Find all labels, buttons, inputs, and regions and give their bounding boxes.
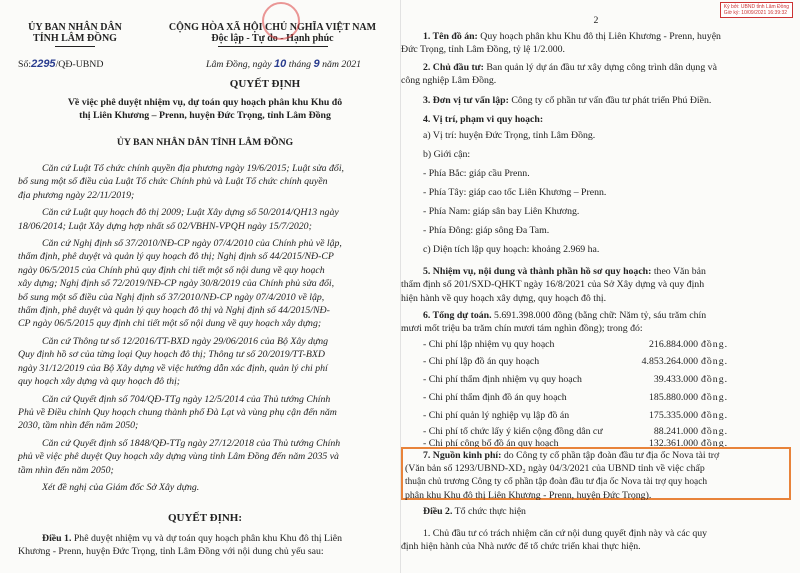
date-day: 10 (274, 58, 287, 70)
issuing-org (10, 22, 140, 47)
basis-item: Căn cứ Quyết định số 1848/QĐ-TTg ngày 27/12/2018 của Thủ tướng Chính phủ về việc phê duyệt Quy hoạch xây dựng vùng tỉnh Lâm Đồng đến năm 2035 và tầm nhìn đến năm 2050; (18, 437, 341, 476)
article-1-line1: Phê duyệt nhiệm vụ và dự toán quy hoạch phân khu Khu đô thị Liên (71, 533, 343, 544)
subject-line1: Về việc phê duyệt nhiệm vụ, dự toán quy hoạch phân khu Khu đô (67, 97, 343, 108)
section-4-b: b) Giới cận: (423, 149, 471, 160)
stamp-line2: Giờ ký: 10/09/2021 16:39:32 (723, 10, 788, 16)
document-date (206, 58, 361, 71)
org-underline (55, 46, 95, 47)
boundary-north: - Phía Bắc: giáp cầu Prenn. (423, 168, 530, 179)
cost-row: - Chi phí thẩm định nhiệm vụ quy hoạch 39.433.000 đồng. (423, 374, 729, 385)
nation-underline (218, 46, 328, 47)
section-4-a: a) Vị trí: huyện Đức Trọng, tỉnh Lâm Đồng. (423, 130, 596, 141)
basis-item: Căn cứ Luật quy hoạch đô thị 2009; Luật Xây dựng số 50/2014/QH13 ngày 18/06/2014; Luật Xây dựng hợp nhất số 02/VBHN-VPQH ngày 15/7/2020; (18, 207, 339, 232)
basis-item: Căn cứ Nghị định số 37/2010/NĐ-CP ngày 07/4/2010 của Chính phủ về lập, thẩm định, phê duyệt và quản lý quy hoạch đô thị; Nghị định số 44/2015/NĐ-CP ngày 06/5/2015 của Chính phủ quy định chi tiết một số nội dung về quy hoạch xây dựng; Nghị định số 72/2019/NĐ-CP ngày 30/8/2019 của Chính phủ sửa đổi, bổ sung một số điều của Nghị định số 37/2010/NĐ-CP ngày 07/4/2010 về lập, thẩm định, phê duyệt và quản lý quy hoạch đô thị và Nghị định số 44/2015/NĐ- CP ngày 06/5/2015 quy định chi tiết một số nội dung về quy hoạch xây dựng; (18, 238, 342, 330)
cost-row: - Chi phí lập đồ án quy hoạch 4.853.264.000 đồng. (423, 356, 729, 367)
article-1 (18, 532, 396, 559)
doc-title: QUYẾT ĐỊNH (229, 78, 301, 90)
basis-item: Căn cứ Luật Tổ chức chính quyền địa phương ngày 19/6/2015; Luật sửa đổi, bổ sung một số điều của Luật Tổ chức Chính phủ và Luật Tổ chức chính quyền địa phương ngày 22/11/2019; (18, 163, 344, 201)
page-number: 2 (593, 15, 599, 26)
basis-item: Xét đề nghị của Giám đốc Sở Xây dựng. (42, 481, 200, 493)
date-prefix: Lâm Đồng, ngày (206, 59, 272, 70)
boundary-west: - Phía Tây: giáp cao tốc Liên Khương – Prenn. (423, 187, 607, 198)
cost-row: - Chi phí tổ chức lấy ý kiến cộng đồng dân cư 88.241.000 đồng. (423, 426, 729, 437)
red-seal-icon (262, 2, 300, 40)
org-line1: ỦY BAN NHÂN DÂN (28, 22, 122, 33)
section-5: 5. Nhiệm vụ, nội dung và thành phần hồ sơ quy hoạch: theo Văn bản thẩm định số 201/SXD-QHKT ngày 16/8/2021 của Sở Xây dựng và quy định hiện hành về quy hoạch xây dựng, quy hoạch đô thị. (401, 266, 706, 304)
boundary-south: - Phía Nam: giáp sân bay Liên Khương. (423, 206, 580, 217)
article-2-body: 1. Chủ đầu tư có trách nhiệm căn cứ nội dung quyết định này và các quy định hiện hành của Nhà nước để tổ chức triển khai thực hiện. (401, 528, 708, 553)
section-3: 3. Đơn vị tư vấn lập: Công ty cổ phần tư vấn đầu tư phát triển Phú Điền. (423, 95, 712, 106)
section-4-label: 4. Vị trí, phạm vi quy hoạch: (423, 114, 544, 125)
basis-item: Căn cứ Quyết định số 704/QĐ-TTg ngày 12/5/2014 của Thủ tướng Chính Phủ về Điều chỉnh Quy hoạch chung thành phố Đà Lạt và vùng phụ cận đến năm 2030, tầm nhìn đến năm 2050; (18, 393, 337, 432)
doc-subject (20, 96, 390, 123)
article-1-label: Điều 1. (42, 533, 72, 544)
section-2: 2. Chủ đầu tư: Ban quản lý dự án đầu tư xây dựng công trình dân dụng và công nghiệp Lâm Đồng. (401, 62, 717, 87)
org-line2: TỈNH LÂM ĐỒNG (33, 33, 117, 44)
number-handwritten: 2295 (31, 58, 56, 70)
date-suffix: năm 2021 (322, 59, 362, 70)
nation-line1: CỘNG HÒA XÃ HỘI CHỦ NGHĨA VIỆT NAM (168, 22, 377, 33)
document-number (18, 58, 103, 71)
article-2-heading: Điều 2. Tổ chức thực hiện (423, 506, 526, 517)
number-prefix: Số: (18, 59, 32, 70)
section-4-c: c) Diện tích lập quy hoạch: khoảng 2.969 ha. (423, 244, 600, 255)
nation-line2: Độc lập - Tự do - Hạnh phúc (211, 33, 334, 44)
basis-item: Căn cứ Thông tư số 12/2016/TT-BXD ngày 29/06/2016 của Bộ Xây dựng Quy định hồ sơ của từng loại Quy hoạch đô thị; Thông tư số 20/2019/TT-BXD ngày 31/12/2019 của Bộ Xây dựng về việc hướng dẫn xác định, quản lý chi phí quy hoạch xây dựng và quy hoạch đô thị; (18, 335, 329, 388)
stamp-line1: Ký bởi: UBND tỉnh Lâm Đồng (723, 4, 789, 10)
authority-heading: ỦY BAN NHÂN DÂN TỈNH LÂM ĐỒNG (116, 137, 294, 148)
page-2 (400, 0, 800, 573)
decision-heading: QUYẾT ĐỊNH: (167, 512, 243, 524)
cost-row: - Chi phí lập nhiệm vụ quy hoạch 216.884.000 đồng. (423, 339, 729, 350)
section-7: 7. Nguồn kinh phí: do Công ty cổ phần tập đoàn đầu tư địa ốc Nova tài trợ (Văn bản số 1293/UBND-XD₂ ngày 04/3/2021 của UBND tỉnh về việc chấp thuận chủ trương Công ty cổ phần tập đoàn đầu tư địa ốc Nova tài trợ quy hoạch phân khu Khu đô thị Liên Khương - Prenn, huyện Đức Trọng). (405, 450, 720, 502)
boundary-east: - Phía Đông: giáp sông Đa Tam. (423, 225, 550, 236)
legal-basis (18, 162, 392, 494)
section-6: 6. Tổng dự toán. 5.691.398.000 đồng (bằng chữ: Năm tỷ, sáu trăm chín mươi mốt triệu ba trăm chín mươi tám nghìn đồng); trong đó: (401, 310, 707, 335)
cost-row: - Chi phí công bố đồ án quy hoạch 132.361.000 đồng. (423, 438, 729, 449)
article-1-line2: Khương - Prenn, huyện Đức Trọng, tỉnh Lâm Đồng với nội dung chủ yếu sau: (18, 546, 324, 558)
number-suffix: /QĐ-UBND (55, 59, 104, 70)
cost-row: - Chi phí quản lý nghiệp vụ lập đồ án 175.335.000 đồng. (423, 410, 729, 421)
cost-row: - Chi phí thẩm định đồ án quy hoạch 185.880.000 đồng. (423, 392, 729, 403)
section-1: 1. Tên đồ án: Quy hoạch phân khu Khu đô thị Liên Khương - Prenn, huyện Đức Trọng, tỉnh Lâm Đồng, tỷ lệ 1/2.000. (401, 31, 721, 56)
date-month: 9 (313, 58, 320, 70)
date-mid: tháng (288, 59, 312, 70)
subject-line2: thị Liên Khương – Prenn, huyện Đức Trọng, tỉnh Lâm Đồng (79, 110, 331, 122)
